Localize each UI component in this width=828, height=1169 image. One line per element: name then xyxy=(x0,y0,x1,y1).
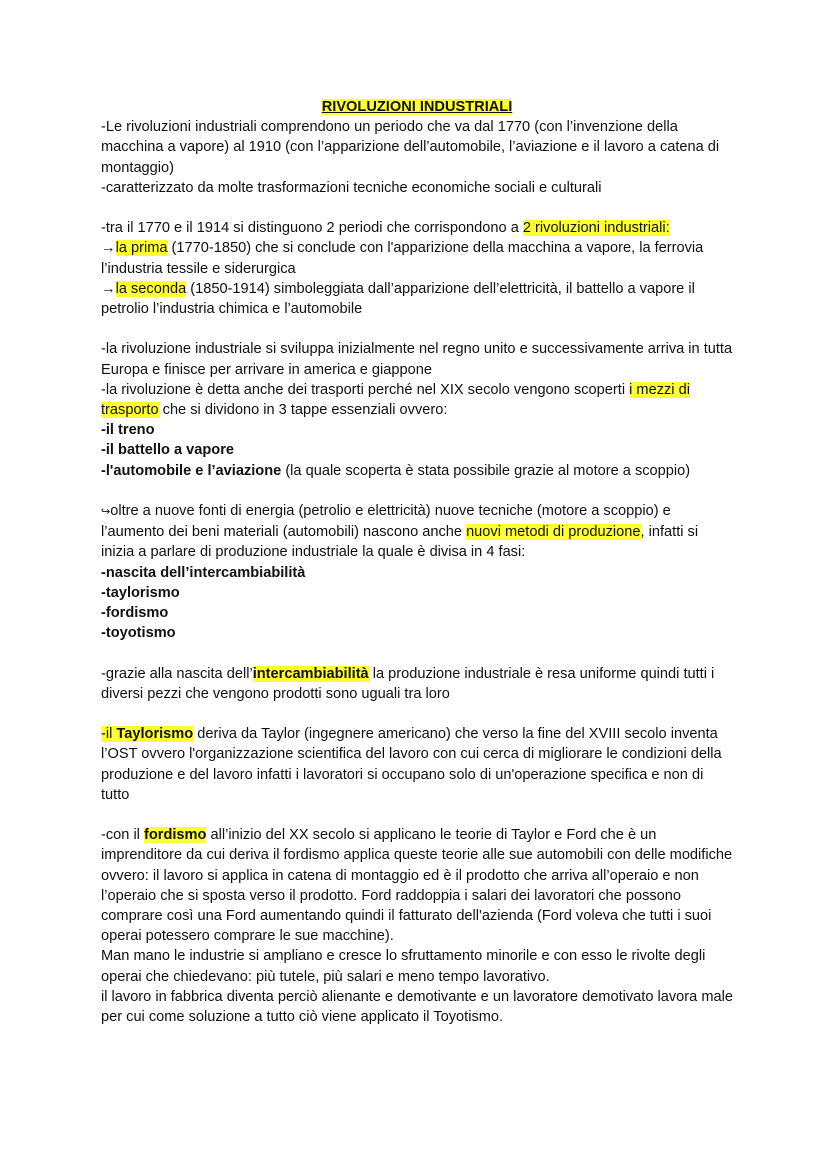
highlight-mezzi-di-trasporto: i mezzi di trasporto xyxy=(101,381,690,419)
fordism-paragraph-3: il lavoro in fabbrica diventa perciò alienante e demotivante e un lavoratore demotivato lavora male per cui come soluzione a tutto ciò viene applicato il Toyotismo. xyxy=(101,988,733,1026)
intro-line-2: -caratterizzato da molte trasformazioni tecniche economiche sociali e culturali xyxy=(101,179,602,196)
spacer xyxy=(101,643,733,663)
highlight-fordismo: fordismo xyxy=(143,827,207,844)
fordism-paragraph-2: Man mano le industrie si ampliano e cresce lo sfruttamento minorile e con esso le rivolte degli operai che chiedevano: più tutele, più salari e meno tempo lavorativo. xyxy=(101,948,706,985)
highlight-il-taylorismo: -il Taylorismo xyxy=(101,726,194,743)
list-item: -l'automobile e l’aviazione (la quale scoperta è stata possibile grazie al motore a scoppio) xyxy=(101,462,691,479)
intro-paragraph: -Le rivoluzioni industriali comprendono un periodo che va dal 1770 (con l’invenzione della macchina a vapore) al 1910 (con l’apparizione dell’automobile, l’aviazione e il lavoro a catena di montaggio) xyxy=(101,119,720,176)
transport-paragraph-2: -la rivoluzione è detta anche dei trasporti perché nel XIX secolo vengono scoperti i mezzi di trasporto che si dividono in 3 tappe essenziali ovvero: xyxy=(101,381,690,419)
taylorism-paragraph: -il Taylorismo deriva da Taylor (ingegnere americano) che verso la fine del XVIII secolo inventa l’OST ovvero l'organizzazione scientifica del lavoro con cui cerca di migliorare le condizioni della produzione e del lavoro infatti i lavoratori si occupano solo di un'operazione specifica e non di tutto xyxy=(101,726,722,803)
list-item: -toyotismo xyxy=(101,625,176,642)
spacer xyxy=(101,319,733,339)
highlight-nuovi-metodi: nuovi metodi di produzione xyxy=(466,524,641,541)
document-body xyxy=(101,97,733,1027)
arrow-right-icon: → xyxy=(101,280,116,297)
periods-intro: -tra il 1770 e il 1914 si distinguono 2 periodi che corrispondono a 2 rivoluzioni industriali: xyxy=(101,220,670,237)
list-item: -fordismo xyxy=(101,605,169,622)
spacer xyxy=(101,704,733,724)
arrow-right-icon: → xyxy=(101,240,116,257)
title-highlight: RIVOLUZIONI INDUSTRIALI xyxy=(321,99,513,115)
spacer xyxy=(101,481,733,501)
highlight-2-rivoluzioni: 2 rivoluzioni industriali: xyxy=(522,220,670,237)
fordism-paragraph: -con il fordismo all’inizio del XX secolo si applicano le teorie di Taylor e Ford che è un imprenditore da cui deriva il fordismo applica queste teorie alle sue automobili con delle modifiche ovvero: il lavoro si applica in catena di montaggio ed è il prodotto che arriva all’operaio e non l’operaio che si sposta verso il prodotto. Ford raddoppia i salari dei lavoratori che possono comprare così una Ford aumentando quindi il fatturato dell'azienda (Ford voleva che tutti i suoi operai potessero comprare le sue macchine). xyxy=(101,827,733,945)
highlight-intercambiabilita: intercambiabilità xyxy=(252,665,369,682)
list-item: -nascita dell’intercambiabilità xyxy=(101,564,306,581)
second-revolution: →la seconda (1850-1914) simboleggiata dall’apparizione dell’elettricità, il battello a vapore il petrolio l’industria chimica e l’automobile xyxy=(101,280,695,318)
interchangeability-paragraph: -grazie alla nascita dell’intercambiabilità la produzione industriale è resa uniforme quindi tutti i diversi pezzi che vengono prodotti sono uguali tra loro xyxy=(101,665,715,702)
first-revolution: →la prima (1770-1850) che si conclude con l'apparizione della macchina a vapore, la ferrovia l’industria tessile e siderurgica xyxy=(101,240,704,277)
hook-arrow-icon: ↪ xyxy=(101,506,111,519)
spacer xyxy=(101,805,733,825)
highlight-la-seconda: la seconda xyxy=(115,280,187,297)
page-title xyxy=(101,97,733,117)
production-paragraph: ↪oltre a nuove fonti di energia (petrolio e elettricità) nuove tecniche (motore a scoppio) e l’aumento dei beni materiali (automobili) nascono anche nuovi metodi di produzione, infatti si inizia a parlare di produzione industriale la quale è divisa in 4 fasi: xyxy=(101,503,699,561)
list-item: -il battello a vapore xyxy=(101,442,234,459)
list-item: -il treno xyxy=(101,422,155,439)
transport-paragraph-1: -la rivoluzione industriale si sviluppa inizialmente nel regno unito e successivamente arriva in tutta Europa e finisce per arrivare in america e giappone xyxy=(101,341,733,378)
highlight-la-prima: la prima xyxy=(115,240,168,257)
spacer xyxy=(101,198,733,218)
list-item: -taylorismo xyxy=(101,584,180,601)
